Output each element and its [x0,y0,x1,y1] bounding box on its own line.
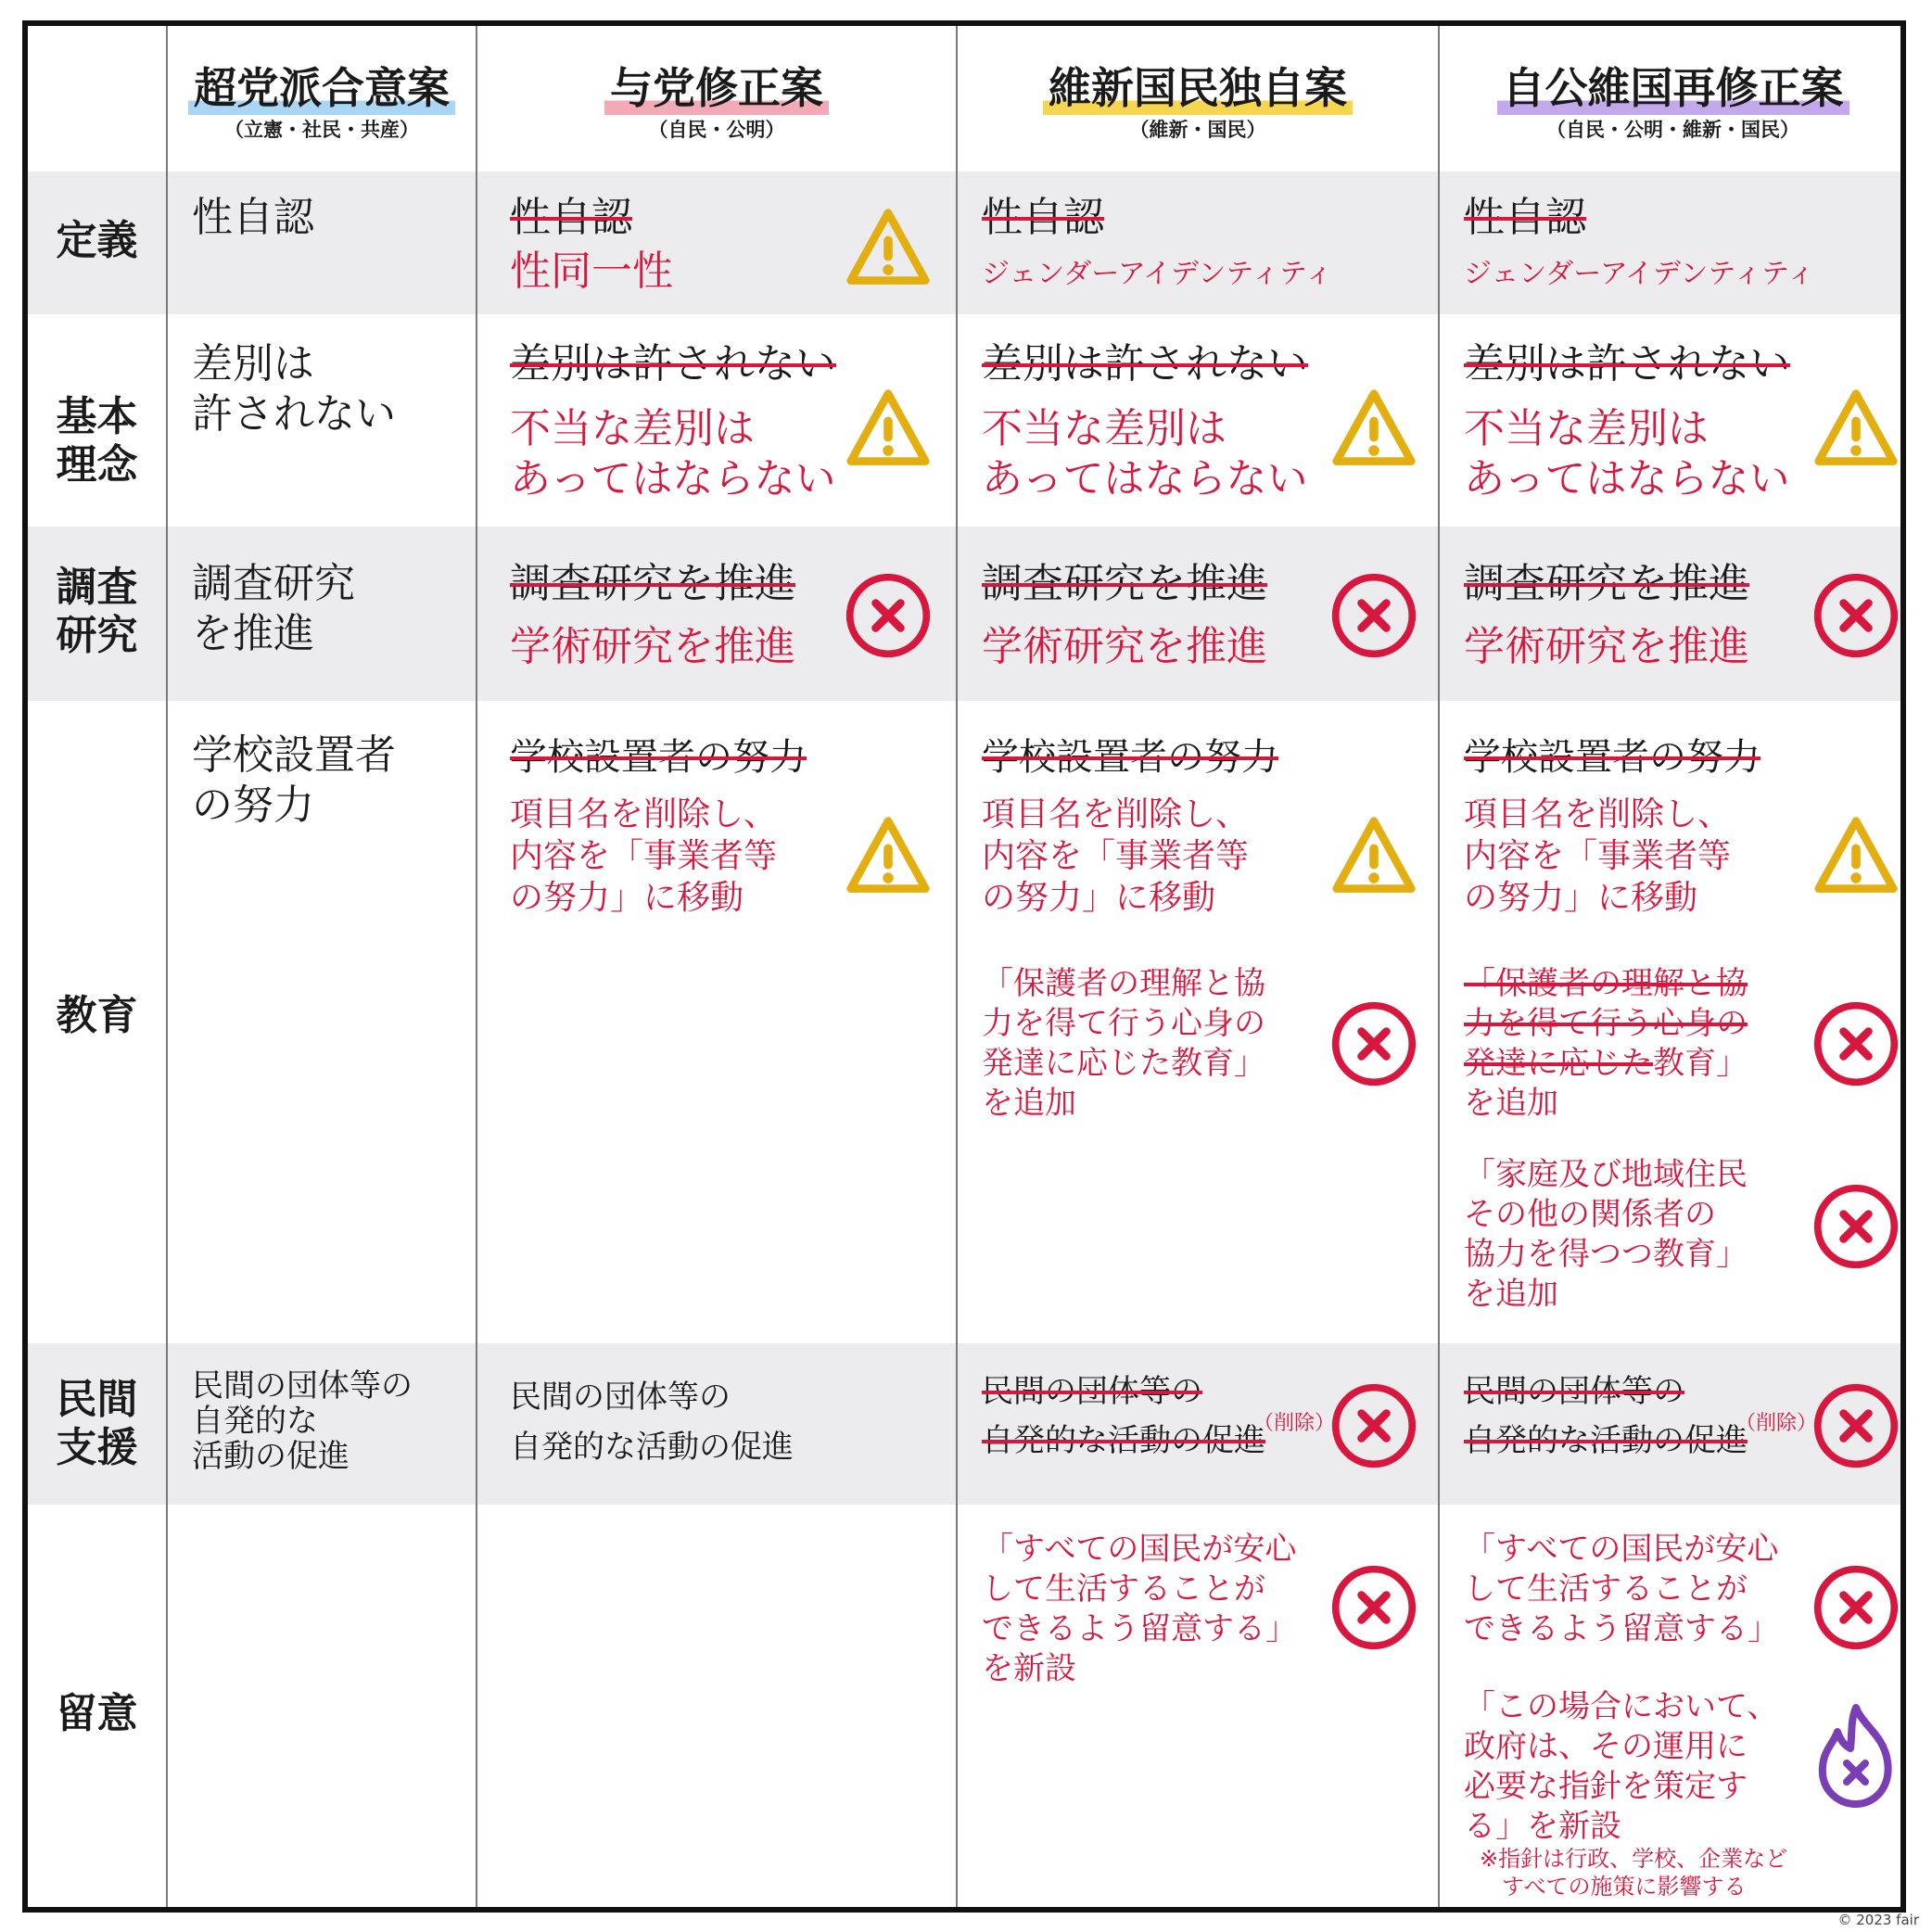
warning-icon [1329,385,1418,474]
x-circle-icon [1811,999,1900,1088]
replacement-text: 不当な差別は あってはならない [1464,405,1790,502]
header-subtitle: （立憲・社民・共産） [224,119,419,141]
header-subtitle: （自民・公明・維新・国民） [1546,119,1799,141]
replacement-text: 不当な差別は あってはならない [982,405,1308,502]
footnote-text: ※指針は行政、学校、企業など すべての施策に影響する [1480,1846,1788,1900]
fire-x-icon [1810,1702,1902,1810]
row-label-caution: 留意 [56,1690,138,1737]
x-circle-icon [1811,1381,1900,1470]
header-title: 維新国民独自案 [1043,63,1353,115]
header-title: 自公維国再修正案 [1497,63,1849,115]
struck-text: 差別は許されない [1464,340,1790,388]
replacement-text: 項目名を削除し、 内容を「事業者等 の努力」に移動 [510,795,778,917]
header-title: 与党修正案 [604,63,829,115]
cell-text: 民間の団体等の 自発的な 活動の促進 [192,1367,413,1475]
replacement-text: 学術研究を推進 [510,623,795,670]
struck-text: 学校設置者の努力 [510,736,807,779]
replacement-text: 学術研究を推進 [982,623,1267,670]
warning-icon [844,204,933,293]
header-subtitle: （維新・国民） [1129,119,1266,141]
row-label-principle: 基本 理念 [56,393,138,489]
cell-text: 性自認 [192,194,314,241]
cell-text: 学校設置者 の努力 [192,731,396,829]
header-subtitle: （自民・公明） [648,119,785,141]
warning-icon [844,812,933,901]
header-title: 超党派合意案 [188,63,455,115]
column-divider [956,26,958,1907]
struck-text: 学校設置者の努力 [982,736,1278,779]
x-circle-icon [1811,571,1900,660]
deleted-note: （削除） [1253,1412,1336,1435]
struck-text: 自発的な活動の促進 [982,1422,1265,1459]
struck-text: 自発的な活動の促進 [1464,1422,1748,1459]
struck-text: 調査研究を推進 [510,560,795,607]
x-circle-icon [1811,1182,1900,1271]
cell-text: 民間の団体等の 自発的な活動の促進 [510,1379,794,1466]
header-col-3 [958,63,1438,141]
row-label-private: 民間 支援 [56,1376,138,1471]
added-clause-text: 「家庭及び地域住民 その他の関係者の 協力を得つつ教育」 を追加 [1464,1156,1748,1313]
struck-text: 性自認 [510,194,632,241]
row-label-definition: 定義 [56,217,138,264]
warning-icon [1811,385,1900,474]
header-col-4 [1440,63,1906,141]
x-circle-icon [1329,571,1418,660]
struck-text: 差別は許されない [510,340,836,388]
added-clause-text: 「すべての国民が安心 して生活することが できるよう留意する」 [1464,1531,1779,1647]
struck-text: 調査研究を推進 [1464,560,1749,607]
deleted-note: （削除） [1735,1412,1818,1435]
replacement-text: ジェンダーアイデンティティ [1464,258,1815,290]
added-clause-text: 「すべての国民が安心 して生活することが できるよう留意する」 を新設 [982,1531,1297,1687]
x-circle-icon [1329,1381,1418,1470]
cell-text: 差別は 許されない [192,340,396,438]
warning-icon [1811,812,1900,901]
struck-text: 性自認 [982,194,1104,241]
header-col-1 [168,63,476,141]
struck-text: 学校設置者の努力 [1464,736,1760,779]
replacement-text: ジェンダーアイデンティティ [982,258,1333,290]
added-clause-text: 「保護者の理解と協 力を得て行う心身の 発達に応じた教育」 を追加 [982,965,1265,1122]
warning-icon [844,385,933,474]
warning-icon [1329,812,1418,901]
comparison-table [22,20,1906,1913]
header-col-2 [477,63,956,141]
x-circle-icon [1329,999,1418,1088]
struck-text: 性自認 [1464,194,1586,241]
struck-text: 差別は許されない [982,340,1308,388]
replacement-text: 性同一性 [510,248,673,295]
x-circle-icon [1811,1563,1900,1652]
cell-text: 調査研究 を推進 [192,560,355,657]
struck-text: 民間の団体等の [982,1373,1202,1410]
added-clause-text [1464,964,1748,1124]
replacement-text: 学術研究を推進 [1464,623,1749,670]
replacement-text: 項目名を削除し、 内容を「事業者等 の努力」に移動 [982,795,1250,917]
x-circle-icon [1329,1563,1418,1652]
column-divider [476,26,477,1907]
replacement-text: 不当な差別は あってはならない [510,405,836,502]
row-label-education: 教育 [56,992,138,1039]
struck-text: 調査研究を推進 [982,560,1267,607]
copyright-text: © 2023 fair [1837,1912,1919,1928]
struck-text: 民間の団体等の [1464,1373,1684,1410]
replacement-text: 項目名を削除し、 内容を「事業者等 の努力」に移動 [1464,795,1732,917]
added-clause-text: 「この場合において、 政府は、その運用に 必要な指針を策定す る」を新設 [1464,1688,1779,1845]
x-circle-icon [844,571,933,660]
row-label-research: 調査 研究 [56,564,138,659]
struck-text: 「保護者の理解と協 力を得て行う心身の 発達に応じた [1464,965,1748,1082]
clause-suffix: を追加 [1464,1085,1558,1122]
column-divider [1438,26,1440,1907]
column-divider [166,26,168,1907]
clause-tail: 教育」 [1653,1045,1748,1082]
